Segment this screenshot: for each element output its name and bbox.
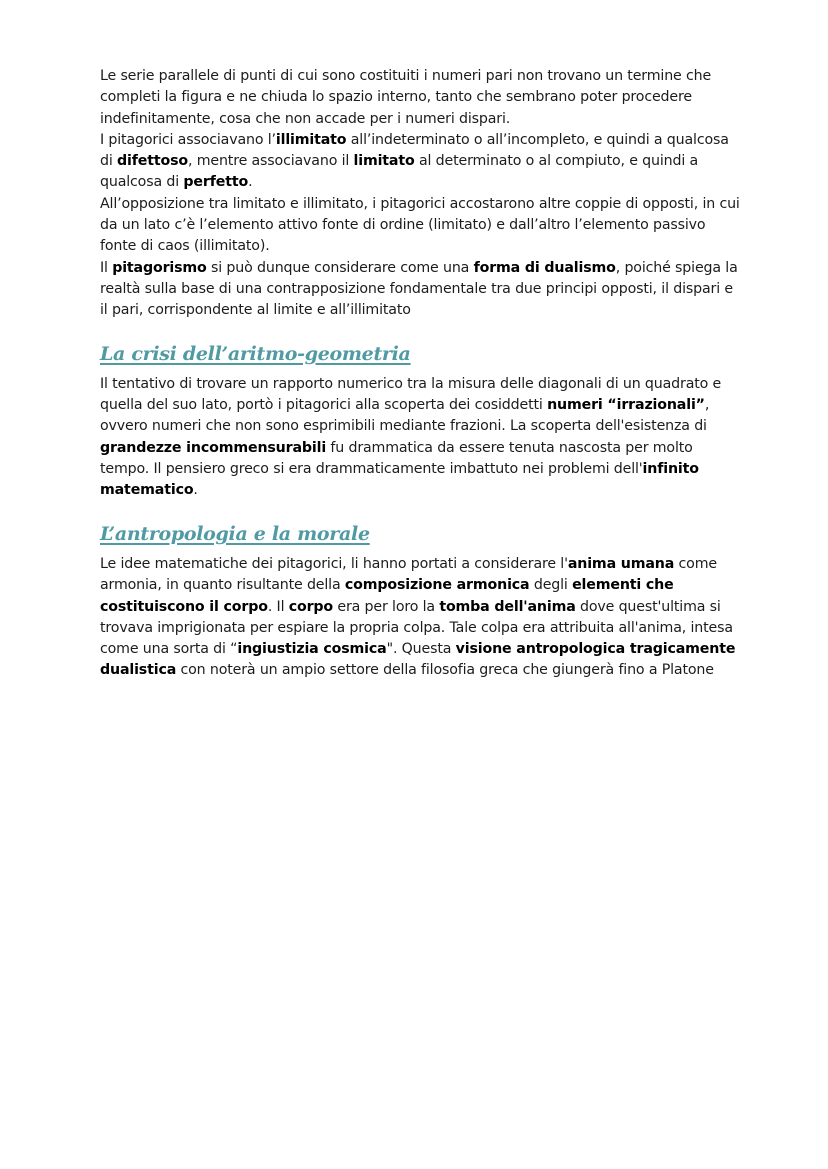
text-run: Il — [100, 259, 113, 276]
text-run: degli — [529, 577, 573, 594]
heading-antropologia-morale: L’antropologia e la morale — [100, 522, 370, 545]
bold-term: composizione armonica — [344, 577, 530, 594]
bold-term: anima umana — [567, 555, 675, 572]
bold-term: tomba dell'anima — [439, 598, 576, 615]
intro-paragraph-3: All’opposizione tra limitato e illimitato, i pitagorici accostarono altre coppie di opposti, in cui da un lato c’è l’elemento attivo fonte di ordine (limitato) e dall’altro l’elemento passivo fonte di caos (illimitato). — [100, 195, 740, 255]
text-run: , ovvero numeri che non sono esprimibili mediante frazioni. La scoperta dell'esistenza di — [100, 397, 710, 435]
bold-term: difettoso — [117, 153, 188, 170]
bold-term: numeri “irrazionali” — [547, 397, 705, 414]
crisi-paragraph — [100, 374, 740, 502]
text-run: si può dunque considerare come una — [206, 259, 474, 276]
text-run: fu drammatica da essere tenuta nascosta per molto tempo. Il pensiero greco si era drammaticamente imbattuto nei problemi dell' — [100, 439, 693, 478]
bold-term: infinito matematico — [100, 461, 699, 499]
bold-term: elementi che costituiscono il corpo — [100, 577, 674, 615]
intro-paragraph-4 — [100, 258, 740, 322]
bold-term: limitato — [353, 153, 415, 170]
text-run: , poiché spiega la realtà sulla base di una contrapposizione fondamentale tra due principi opposti, il dispari e il pari, corrispondente al limite e all’illimitato — [100, 259, 738, 319]
bold-term: corpo — [288, 598, 334, 615]
intro-paragraph-1: Le serie parallele di punti di cui sono costituiti i numeri pari non trovano un termine che completi la figura e ne chiuda lo spazio interno, tanto che sembrano poter procedere indefinitamente, cosa che non accade per i numeri dispari. — [100, 68, 712, 127]
bold-term: visione antropologica tragicamente dualistica — [100, 641, 736, 679]
heading-crisi-aritmo-geometria: La crisi dell’aritmo-geometria — [100, 342, 411, 365]
text-run: Il tentativo di trovare un rapporto numerico tra la misura delle diagonali di un quadrato e quella del suo lato, portò i pitagorici alla scoperta dei cosiddetti — [100, 375, 722, 414]
bold-term: illimitato — [275, 131, 347, 148]
bold-term: pitagorismo — [112, 259, 207, 276]
text-run: al determinato o al compiuto, e quindi a qualcosa di — [100, 153, 699, 191]
text-run: Le idee matematiche dei pitagorici, li hanno portati a considerare l' — [100, 555, 568, 572]
bold-term: grandezze incommensurabili — [100, 439, 327, 456]
text-run: ". Questa — [386, 641, 456, 658]
text-run: come armonia, in quanto risultante della — [100, 555, 717, 594]
text-run: con noterà un ampio settore della filosofia greca che giungerà fino a Platone — [176, 662, 714, 679]
text-run: . — [193, 482, 198, 499]
intro-paragraph-2 — [100, 130, 740, 194]
bold-term: forma di dualismo — [473, 259, 616, 276]
text-run: . Il — [267, 598, 289, 615]
text-run: , mentre associavano il — [187, 153, 354, 170]
text-run: dove quest'ultima si trovava imprigionata per espiare la propria colpa. Tale colpa era attribuita all'anima, intesa come una sorta di “ — [100, 598, 733, 658]
text-run: I pitagorici associavano l’ — [100, 131, 276, 148]
antropologia-paragraph — [100, 554, 740, 682]
text-run: . — [248, 174, 253, 191]
bold-term: perfetto — [183, 174, 249, 191]
bold-term: ingiustizia cosmica — [237, 641, 387, 658]
text-run: era per loro la — [333, 598, 440, 615]
document-page — [100, 66, 740, 682]
text-run: all’indeterminato o all’incompleto, e quindi a qualcosa di — [100, 131, 729, 170]
